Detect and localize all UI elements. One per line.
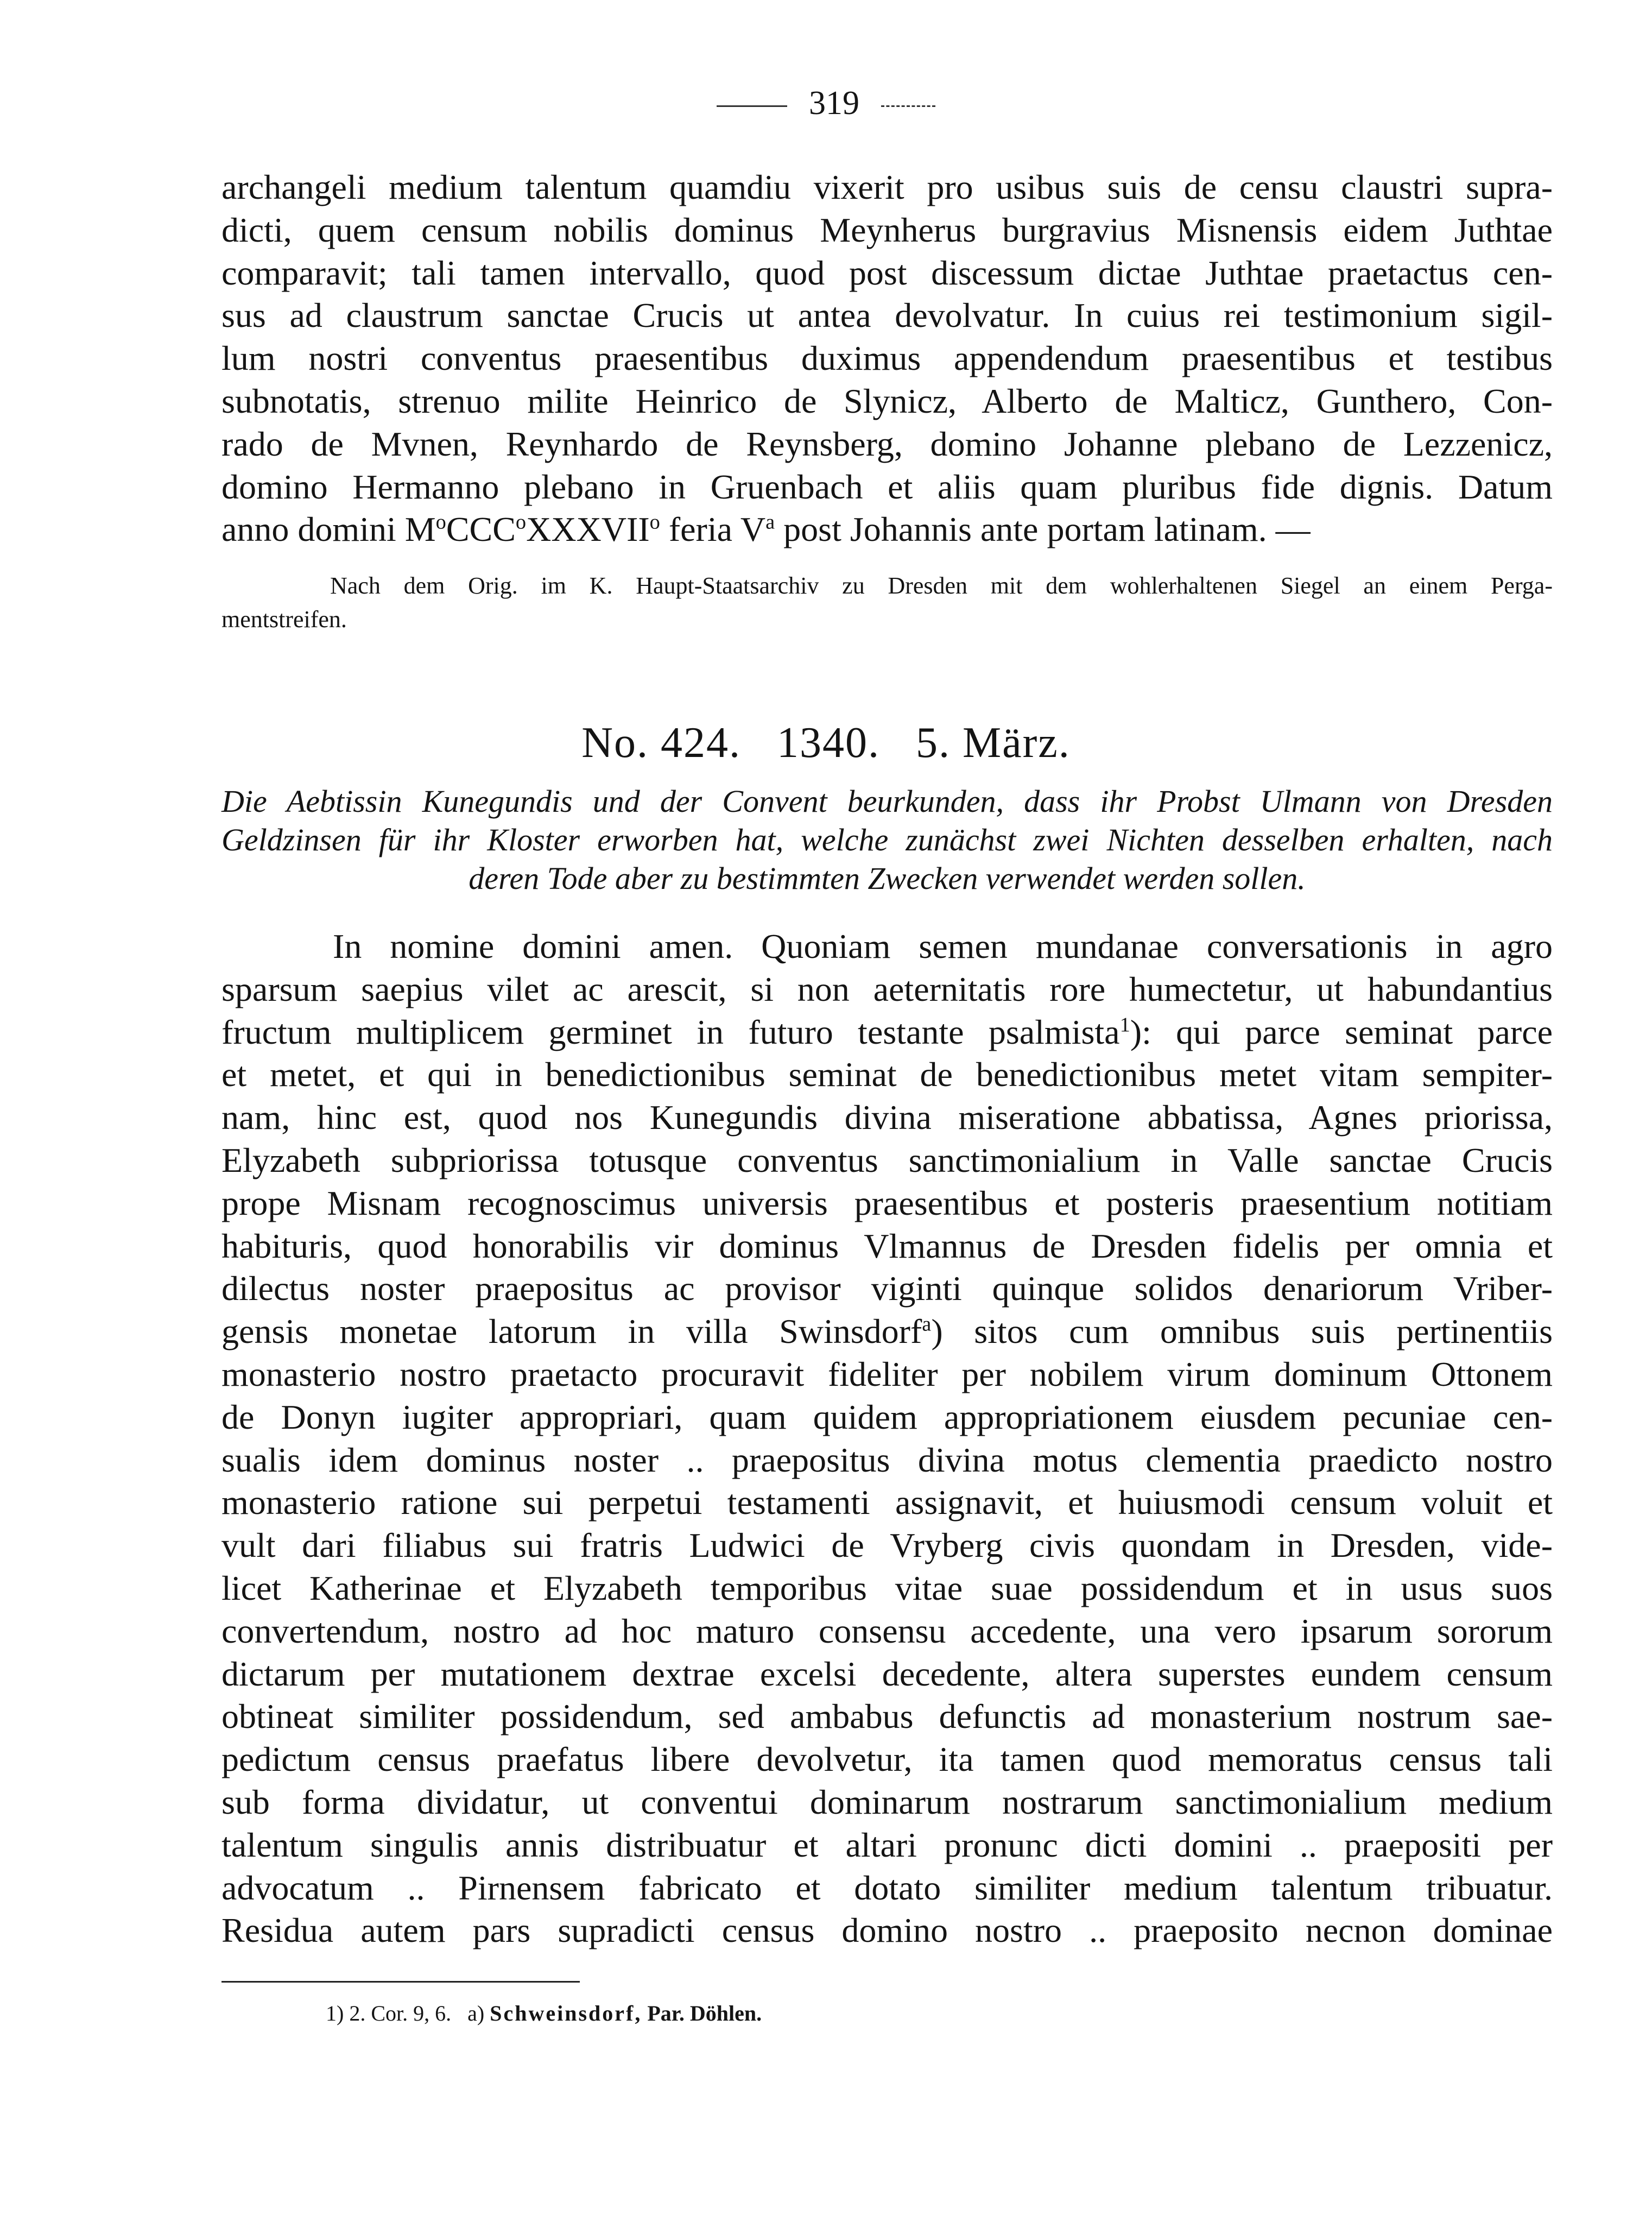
document-body: [221, 925, 1553, 1952]
text-line: prope Misnam recognoscimus universis praesentibus et posteris praesentium notitiam: [221, 1183, 1553, 1222]
document-heading: No. 424. 1340. 5. März.: [581, 719, 1071, 767]
footnote-divider: [221, 1981, 580, 1983]
text-line: sualis idem dominus noster .. praepositus divina motus clementia praedicto nostro: [221, 1440, 1553, 1479]
text-line: dilectus noster praepositus ac provisor viginti quinque solidos denariorum Vriber-: [221, 1269, 1553, 1308]
text-line: dictarum per mutationem dextrae excelsi decedente, altera superstes eundem censum: [221, 1654, 1553, 1693]
text-line: talentum singulis annis distribuatur et altari pronunc dicti domini .. praepositi per: [221, 1825, 1553, 1864]
text-line: subnotatis, strenuo milite Heinrico de Slynicz, Alberto de Malticz, Gunthero, Con-: [221, 381, 1553, 420]
text-line: vult dari filiabus sui fratris Ludwici de Vryberg civis quondam in Dresden, vide-: [221, 1526, 1553, 1565]
text-line: nam, hinc est, quod nos Kunegundis divina miseratione abbatissa, Agnes priorissa,: [221, 1098, 1553, 1137]
text-line: habituris, quod honorabilis vir dominus Vlmannus de Dresden fidelis per omnia et: [221, 1226, 1553, 1265]
footnote-ref-a: a: [922, 1312, 932, 1336]
footnote-a-place: Schweinsdorf,: [490, 2001, 642, 2025]
text-line: monasterio ratione sui perpetui testamenti assignavit, et huiusmodi censum voluit et: [221, 1483, 1553, 1522]
text-line: convertendum, nostro ad hoc maturo consensu accedente, una vero ipsarum sororum: [221, 1611, 1553, 1650]
footnote-ref-1: 1: [1119, 1013, 1130, 1037]
document-summary: [221, 782, 1553, 898]
summary-line: Die Aebtissin Kunegundis und der Convent beurkunden, dass ihr Probst Ulmann von Dresden: [221, 784, 1553, 819]
page-number: 319: [809, 85, 859, 122]
footnote-a-parish: Par. Döhlen.: [647, 2001, 762, 2025]
text-line: sub forma dividatur, ut conventui dominarum nostrarum sanctimonialium medium: [221, 1782, 1553, 1821]
footnote-1: 1) 2. Cor. 9, 6.: [326, 2001, 452, 2025]
note-line: mentstreifen.: [221, 606, 347, 633]
text-line: Residua autem pars supradicti census domino nostro .. praeposito necnon dominae: [221, 1911, 1553, 1950]
text-line: sus ad claustrum sanctae Crucis ut antea devolvatur. In cuius rei testimonium sigil-: [221, 296, 1553, 335]
text-line: et metet, et qui in benedictionibus seminat de benedictionibus metet vitam sempiter-: [221, 1055, 1553, 1094]
text-line: sparsum saepius vilet ac arescit, si non aeternitatis rore humectetur, ut habundantius: [221, 969, 1553, 1008]
source-note: [221, 569, 1553, 636]
text-line: Elyzabeth subpriorissa totusque conventus sanctimonialium in Valle sanctae Crucis: [221, 1140, 1553, 1179]
text-line: de Donyn iugiter appropriari, quam quidem appropriationem eiusdem pecuniae cen-: [221, 1397, 1553, 1436]
text-line: monasterio nostro praetacto procuravit fideliter per nobilem virum dominum Ottonem: [221, 1354, 1553, 1393]
text-line: comparavit; tali tamen intervallo, quod post discessum dictae Juthtae praetactus cen-: [221, 253, 1553, 292]
header-rule-left: [717, 105, 787, 107]
footnote-a-label: a): [467, 2001, 485, 2025]
note-line: Nach dem Orig. im K. Haupt-Staatsarchiv zu Dresden mit dem wohlerhaltenen Siegel an einem Perga-: [330, 572, 1553, 599]
text-line: obtineat similiter possidendum, sed ambabus defunctis ad monasterium nostrum sae-: [221, 1697, 1553, 1736]
text-line: In nomine domini amen. Quoniam semen mundanae conversationis in agro: [333, 927, 1553, 965]
summary-line: Geldzinsen für ihr Kloster erworben hat, welche zunächst zwei Nichten desselben erhalten, nach: [221, 822, 1553, 857]
page-header: [0, 81, 1652, 125]
text-line: licet Katherinae et Elyzabeth temporibus vitae suae possidendum et in usus suos: [221, 1568, 1553, 1607]
text-line: fructum multiplicem germinet in futuro testante psalmista$^1$): qui parce seminat parce: [221, 1012, 1553, 1051]
header-rule-right: [881, 105, 935, 107]
text-line: advocatum .. Pirnensem fabricato et dotato similiter medium talentum tribuatur.: [221, 1868, 1553, 1907]
footnotes: [326, 1998, 762, 2029]
text-line: gensis monetae latorum in villa Swinsdorf$^a$) sitos cum omnibus suis pertinentiis: [221, 1312, 1553, 1351]
text-line: archangeli medium talentum quamdiu vixerit pro usibus suis de censu claustri supra-: [221, 168, 1553, 206]
text-line: pedictum census praefatus libere devolvetur, ita tamen quod memoratus census tali: [221, 1740, 1553, 1779]
text-line: rado de Mvnen, Reynhardo de Reynsberg, domino Johanne plebano de Lezzenicz,: [221, 424, 1553, 463]
text-line: dicti, quem censum nobilis dominus Meynherus burgravius Misnensis eidem Juthtae: [221, 210, 1553, 249]
summary-line: deren Tode aber zu bestimmten Zwecken verwendet werden sollen.: [469, 861, 1306, 896]
text-line: lum nostri conventus praesentibus duximus appendendum praesentibus et testibus: [221, 339, 1553, 378]
continuation-text: [221, 166, 1553, 551]
text-line: domino Hermanno plebano in Gruenbach et aliis quam pluribus fide dignis. Datum: [221, 467, 1553, 506]
text-line-dating: anno domini $M^oCCC^oXXXVII^o$ feria $V^a$ post Johannis ante portam latinam. —: [221, 510, 1311, 549]
